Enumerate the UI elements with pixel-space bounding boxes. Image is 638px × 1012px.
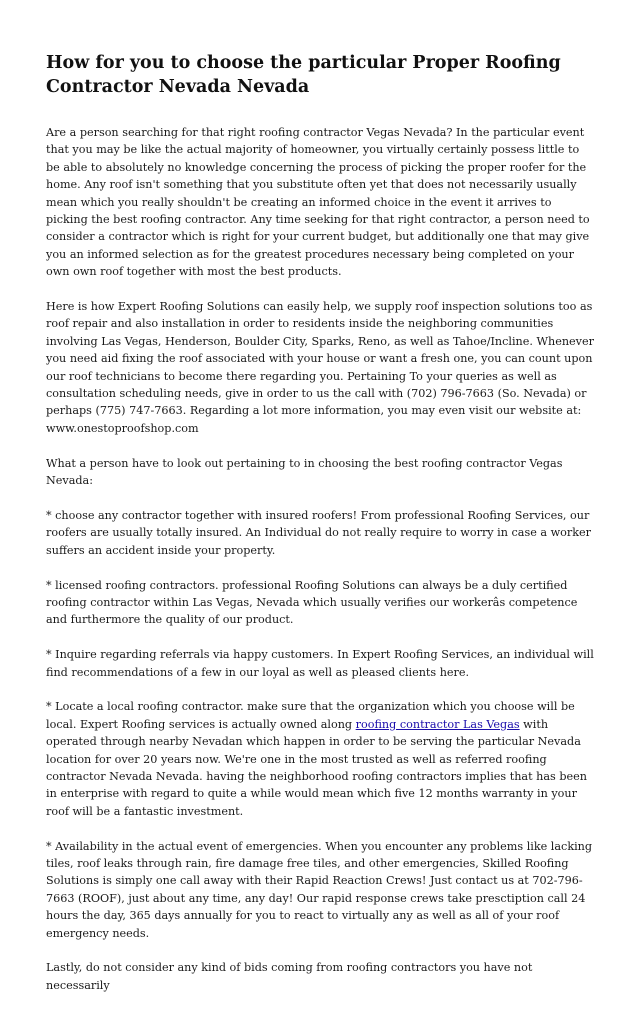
local-text-after: with operated through nearby Nevadan which happen in order to be serving the particular Nevada location for over 20 years now. We're one in the most trusted as well as referred roofing contractor Nevada Nevada. having the neighborhood roofing contractors implies that has been in enterprise with regard to quite a while would mean which five 12 months warranty in your roof will be a fantastic investment. — [46, 717, 587, 818]
paragraph-lastly: Lastly, do not consider any kind of bids coming from roofing contractors you have not necessarily — [46, 961, 533, 992]
paragraph-emergencies: * Availability in the actual event of emergencies. When you encounter any problems like lacking tiles, roof leaks through rain, fire damage free tiles, and other emergencies, Skilled Roofing Solutions is simply one call away with their Rapid Reaction Crews! Just contact us at 702-796-7663 (ROOF), just about any time, any day! Our rapid response crews take presctiption call 24 hours the day, 365 days annually for you to react to virtually any as well as all of your roof emergency needs. — [46, 839, 593, 940]
paragraph-licensed: * licensed roofing contractors. professional Roofing Solutions can always be a duly certified roofing contractor within Las Vegas, Nevada which usually verifies our workerâs competence and furthermore the quality of our product. — [46, 578, 578, 627]
paragraph-insured: * choose any contractor together with insured roofers! From professional Roofing Services, our roofers are usually totally insured. An Individual do not really require to worry in case a worker suffers an accident inside your property. — [46, 508, 592, 557]
roofing-contractor-link[interactable]: roofing contractor Las Vegas — [355, 717, 520, 731]
paragraph-intro: Are a person searching for that right roofing contractor Vegas Nevada? In the particular event that you may be like the actual majority of homeowner, you virtually certainly possess little to be able to absolutely no knowledge concerning the process of picking the proper roofer for the home. Any roof isn't something that you substitute often yet that does not necessarily usually mean which you really shouldn't be creating an informed choice in the event it arrives to picking the best roofing contractor. Any time seeking for that right contractor, a person need to consider a contractor which is right for your current budget, but additionally one that may give you an informed selection as for the greatest procedures necessary being completed on your own own roof together with most the best products. — [46, 126, 590, 279]
paragraph-referrals: * Inquire regarding referrals via happy customers. In Expert Roofing Services, an individual will find recommendations of a few in our loyal as well as pleased clients here. — [46, 648, 594, 679]
local-text-before: * Locate a local roofing contractor. make sure that the organization which you choose will be local. Expert Roofing services is actually owned along — [46, 700, 575, 731]
paragraph-expert-services: Here is how Expert Roofing Solutions can easily help, we supply roof inspection solutions too as roof repair and also installation in order to residents inside the neighboring communities involving Las Vegas, Henderson, Boulder City, Sparks, Reno, as well as Tahoe/Incline. Whenever you need aid fixing the roof associated with your house or want a fresh one, you can count upon our roof technicians to become there regarding you. Pertaining To your queries as well as consultation scheduling needs, give in order to us the call with (702) 796-7663 (So. Nevada) or perhaps (775) 747-7663. Regarding a lot more information, you may even visit our website at: www.onestoproofshop.com — [46, 300, 594, 435]
page-title: How for you to choose the particular Proper Roofing Contractor Nevada Nevada — [46, 53, 561, 97]
document-body — [46, 124, 596, 1012]
paragraph-local — [46, 698, 596, 820]
paragraph-what-to-look-for: What a person have to look out pertaining to in choosing the best roofing contractor Vegas Nevada: — [46, 456, 563, 488]
